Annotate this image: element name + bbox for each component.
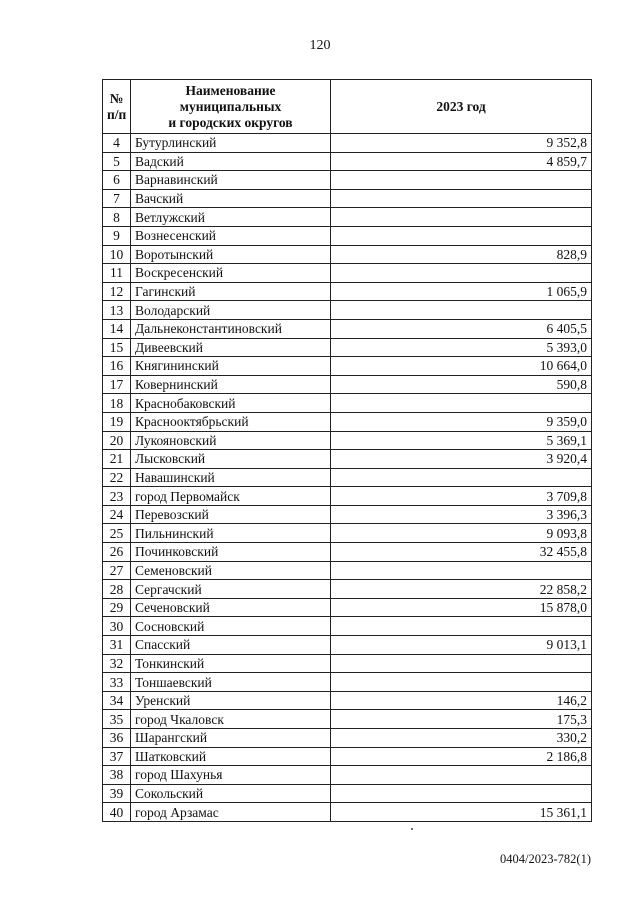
row-number: 14 [103,319,131,338]
row-number: 8 [103,208,131,227]
row-number: 17 [103,375,131,394]
row-name: Ветлужский [131,208,331,227]
row-number: 9 [103,226,131,245]
row-value [331,226,592,245]
row-number: 19 [103,412,131,431]
row-number: 31 [103,636,131,655]
row-number: 20 [103,431,131,450]
row-number: 6 [103,171,131,190]
table-row [103,617,592,636]
row-number: 32 [103,654,131,673]
table-row [103,543,592,562]
row-name: Перевозский [131,505,331,524]
row-name: Сокольский [131,784,331,803]
row-number: 22 [103,468,131,487]
row-name: Шатковский [131,747,331,766]
table-row [103,710,592,729]
row-number: 29 [103,598,131,617]
table-row [103,152,592,171]
row-value: 146,2 [331,691,592,710]
row-value: 5 393,0 [331,338,592,357]
row-number: 11 [103,264,131,283]
table-row [103,450,592,469]
row-name: Краснобаковский [131,394,331,413]
row-value [331,208,592,227]
table-row [103,226,592,245]
row-name: Воротынский [131,245,331,264]
row-name: Лукояновский [131,431,331,450]
row-number: 40 [103,803,131,822]
row-name: город Первомайск [131,487,331,506]
table-row [103,394,592,413]
row-name: Навашинский [131,468,331,487]
row-number: 26 [103,543,131,562]
row-name: Володарский [131,301,331,320]
table-row [103,319,592,338]
row-number: 28 [103,580,131,599]
row-value [331,394,592,413]
row-number: 15 [103,338,131,357]
row-number: 12 [103,282,131,301]
row-number: 16 [103,357,131,376]
row-value [331,766,592,785]
row-value [331,784,592,803]
row-number: 37 [103,747,131,766]
table-row [103,338,592,357]
table-row [103,654,592,673]
row-number: 7 [103,189,131,208]
row-number: 35 [103,710,131,729]
table-row [103,431,592,450]
table-row [103,357,592,376]
row-number: 27 [103,561,131,580]
row-name: Краснооктябрьский [131,412,331,431]
row-name: Починковский [131,543,331,562]
row-number: 30 [103,617,131,636]
header-num-line-2: п/п [107,106,127,122]
table-row [103,524,592,543]
row-name: Вознесенский [131,226,331,245]
table-row [103,598,592,617]
row-value: 6 405,5 [331,319,592,338]
table-row [103,766,592,785]
table-row [103,264,592,283]
row-value [331,673,592,692]
row-number: 13 [103,301,131,320]
row-value [331,561,592,580]
row-name: Спасский [131,636,331,655]
row-name: Тоншаевский [131,673,331,692]
header-num-line-1: № [109,90,124,106]
table-row [103,784,592,803]
page-number: 120 [309,38,331,53]
row-value [331,301,592,320]
row-name: город Шахунья [131,766,331,785]
row-name: Княгининский [131,357,331,376]
row-name: Тонкинский [131,654,331,673]
row-value: 22 858,2 [331,580,592,599]
row-name: Бутурлинский [131,134,331,153]
row-name: Сергачский [131,580,331,599]
table-row [103,561,592,580]
row-name: Дальнеконстантиновский [131,319,331,338]
table-row [103,134,592,153]
row-value: 9 013,1 [331,636,592,655]
row-number: 39 [103,784,131,803]
row-value: 3 396,3 [331,505,592,524]
row-value [331,468,592,487]
table-row [103,189,592,208]
row-number: 5 [103,152,131,171]
row-value: 10 664,0 [331,357,592,376]
table-row [103,673,592,692]
header-name-line-3: и городских округов [168,114,293,130]
row-number: 33 [103,673,131,692]
row-name: Сеченовский [131,598,331,617]
row-value: 3 920,4 [331,450,592,469]
row-value: 590,8 [331,375,592,394]
row-number: 21 [103,450,131,469]
row-number: 36 [103,729,131,748]
row-number: 25 [103,524,131,543]
header-name [131,80,331,134]
row-number: 38 [103,766,131,785]
row-value: 3 709,8 [331,487,592,506]
row-number: 24 [103,505,131,524]
row-name: город Арзамас [131,803,331,822]
row-value: 330,2 [331,729,592,748]
row-value: 15 878,0 [331,598,592,617]
table-row [103,301,592,320]
row-name: Дивеевский [131,338,331,357]
row-name: Уренский [131,691,331,710]
table-row [103,208,592,227]
table-row [103,803,592,822]
row-name: Вадский [131,152,331,171]
row-value: 9 359,0 [331,412,592,431]
row-name: город Чкаловск [131,710,331,729]
table-row [103,375,592,394]
table-header-row [103,80,592,134]
header-name-line-2: муниципальных [179,98,282,114]
header-year: 2023 год [331,80,592,134]
table-row [103,487,592,506]
row-value [331,264,592,283]
row-name: Сосновский [131,617,331,636]
table-row [103,636,592,655]
row-value [331,189,592,208]
table-row [103,468,592,487]
table-row [103,171,592,190]
row-name: Воскресенский [131,264,331,283]
row-value [331,171,592,190]
row-value: 4 859,7 [331,152,592,171]
row-name: Шарангский [131,729,331,748]
row-value: 9 352,8 [331,134,592,153]
table-row [103,580,592,599]
table-row [103,691,592,710]
table-row [103,747,592,766]
row-name: Гагинский [131,282,331,301]
row-name: Ковернинский [131,375,331,394]
row-value: 32 455,8 [331,543,592,562]
row-name: Лысковский [131,450,331,469]
row-name: Варнавинский [131,171,331,190]
row-number: 4 [103,134,131,153]
row-value: 2 186,8 [331,747,592,766]
table-row [103,412,592,431]
row-number: 23 [103,487,131,506]
row-value [331,654,592,673]
row-name: Семеновский [131,561,331,580]
row-number: 10 [103,245,131,264]
row-value: 9 093,8 [331,524,592,543]
table-row [103,505,592,524]
row-value: 5 369,1 [331,431,592,450]
row-number: 18 [103,394,131,413]
table-row [103,729,592,748]
table-row [103,282,592,301]
scan-mark [411,828,413,830]
data-table [102,79,592,822]
table-row [103,245,592,264]
header-num [103,80,131,134]
row-number: 34 [103,691,131,710]
header-name-line-1: Наименование [185,82,276,98]
row-value [331,617,592,636]
row-name: Пильнинский [131,524,331,543]
table-body [103,134,592,822]
row-value: 15 361,1 [331,803,592,822]
row-value: 175,3 [331,710,592,729]
row-value: 828,9 [331,245,592,264]
row-name: Вачский [131,189,331,208]
row-value: 1 065,9 [331,282,592,301]
document-code: 0404/2023-782(1) [500,852,591,866]
